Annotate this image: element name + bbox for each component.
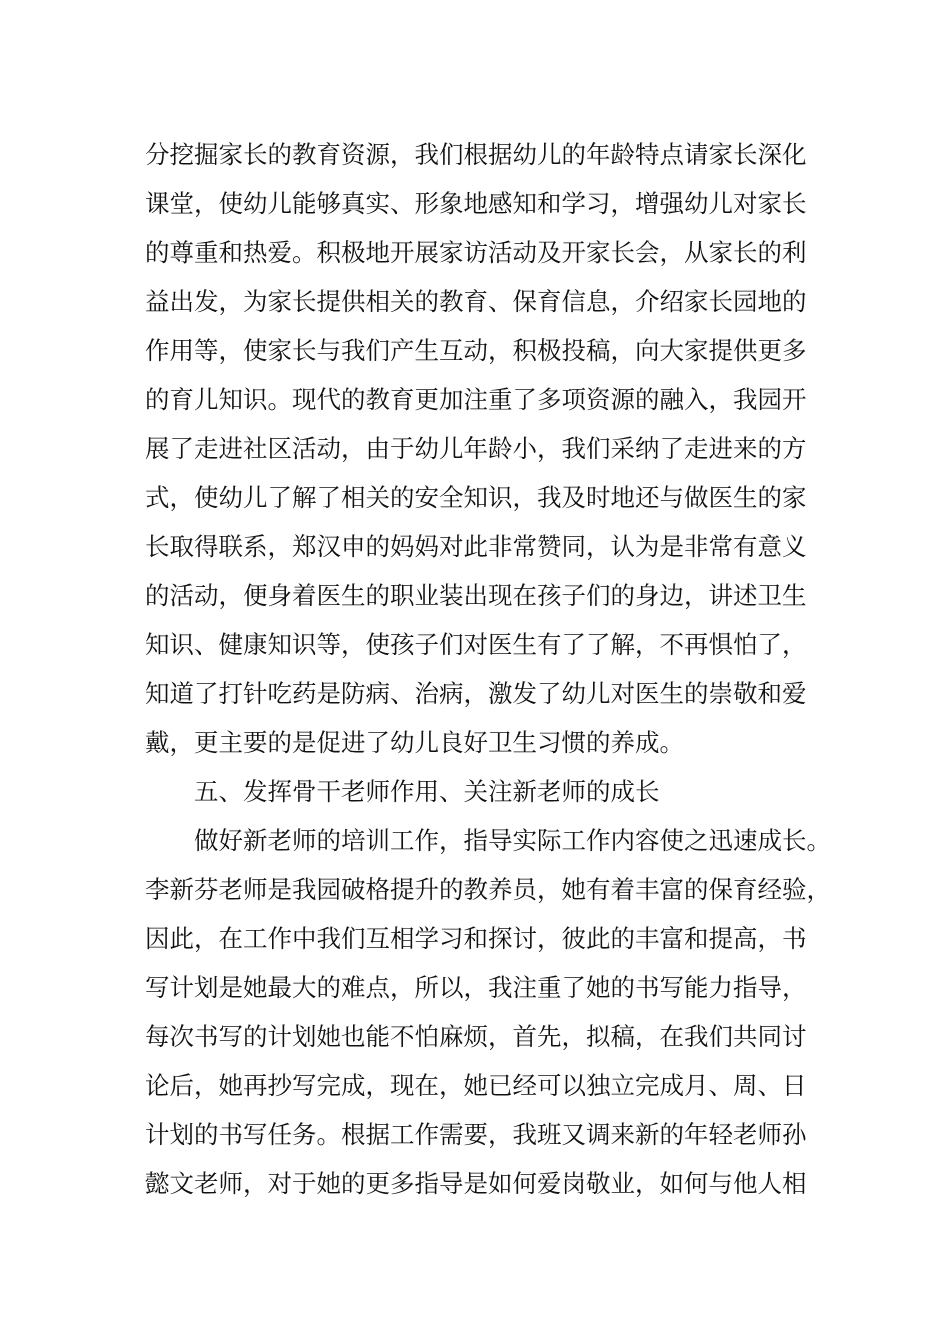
paragraph-line: 做好新老师的培训工作，指导实际工作内容使之迅速成长。: [194, 826, 831, 855]
paragraph-line: 李新芬老师是我园破格提升的教养员，她有着丰富的保育经验，: [145, 875, 831, 904]
paragraph-line: 论后，她再抄写完成，现在，她已经可以独立完成月、周、日: [145, 1071, 807, 1100]
body-text: [145, 130, 831, 1208]
paragraph-line: 计划的书写任务。根据工作需要，我班又调来新的年轻老师孙: [145, 1120, 807, 1149]
paragraph-line: 益出发，为家长提供相关的教育、保育信息，介绍家长园地的: [145, 287, 807, 316]
paragraph-line: 知识、健康知识等，使孩子们对医生有了了解，不再惧怕了，: [145, 630, 807, 659]
paragraph-line: 的尊重和热爱。积极地开展家访活动及开家长会，从家长的利: [145, 238, 807, 267]
section-heading: 五、发挥骨干老师作用、关注新老师的成长: [194, 777, 660, 806]
paragraph-line: 写计划是她最大的难点，所以，我注重了她的书写能力指导，: [145, 973, 807, 1002]
paragraph-line: 长取得联系，郑汉申的妈妈对此非常赞同，认为是非常有意义: [145, 532, 807, 561]
paragraph-line: 的活动，便身着医生的职业装出现在孩子们的身边，讲述卫生: [145, 581, 807, 610]
paragraph-line: 的育儿知识。现代的教育更加注重了多项资源的融入，我园开: [145, 385, 807, 414]
paragraph-line: 展了走进社区活动，由于幼儿年龄小，我们采纳了走进来的方: [145, 434, 807, 463]
paragraph-line: 戴，更主要的是促进了幼儿良好卫生习惯的养成。: [145, 728, 684, 757]
paragraph-line: 课堂，使幼儿能够真实、形象地感知和学习，增强幼儿对家长: [145, 189, 807, 218]
paragraph-line: 作用等，使家长与我们产生互动，积极投稿，向大家提供更多: [145, 336, 807, 365]
paragraph-line: 每次书写的计划她也能不怕麻烦，首先，拟稿，在我们共同讨: [145, 1022, 807, 1051]
paragraph-line: 懿文老师，对于她的更多指导是如何爱岗敬业，如何与他人相: [145, 1169, 807, 1198]
paragraph-line: 分挖掘家长的教育资源，我们根据幼儿的年龄特点请家长深化: [145, 140, 807, 169]
paragraph-line: 知道了打针吃药是防病、治病，激发了幼儿对医生的崇敬和爱: [145, 679, 807, 708]
paragraph-line: 因此，在工作中我们互相学习和探讨，彼此的丰富和提高，书: [145, 924, 807, 953]
paragraph-line: 式，使幼儿了解了相关的安全知识，我及时地还与做医生的家: [145, 483, 807, 512]
